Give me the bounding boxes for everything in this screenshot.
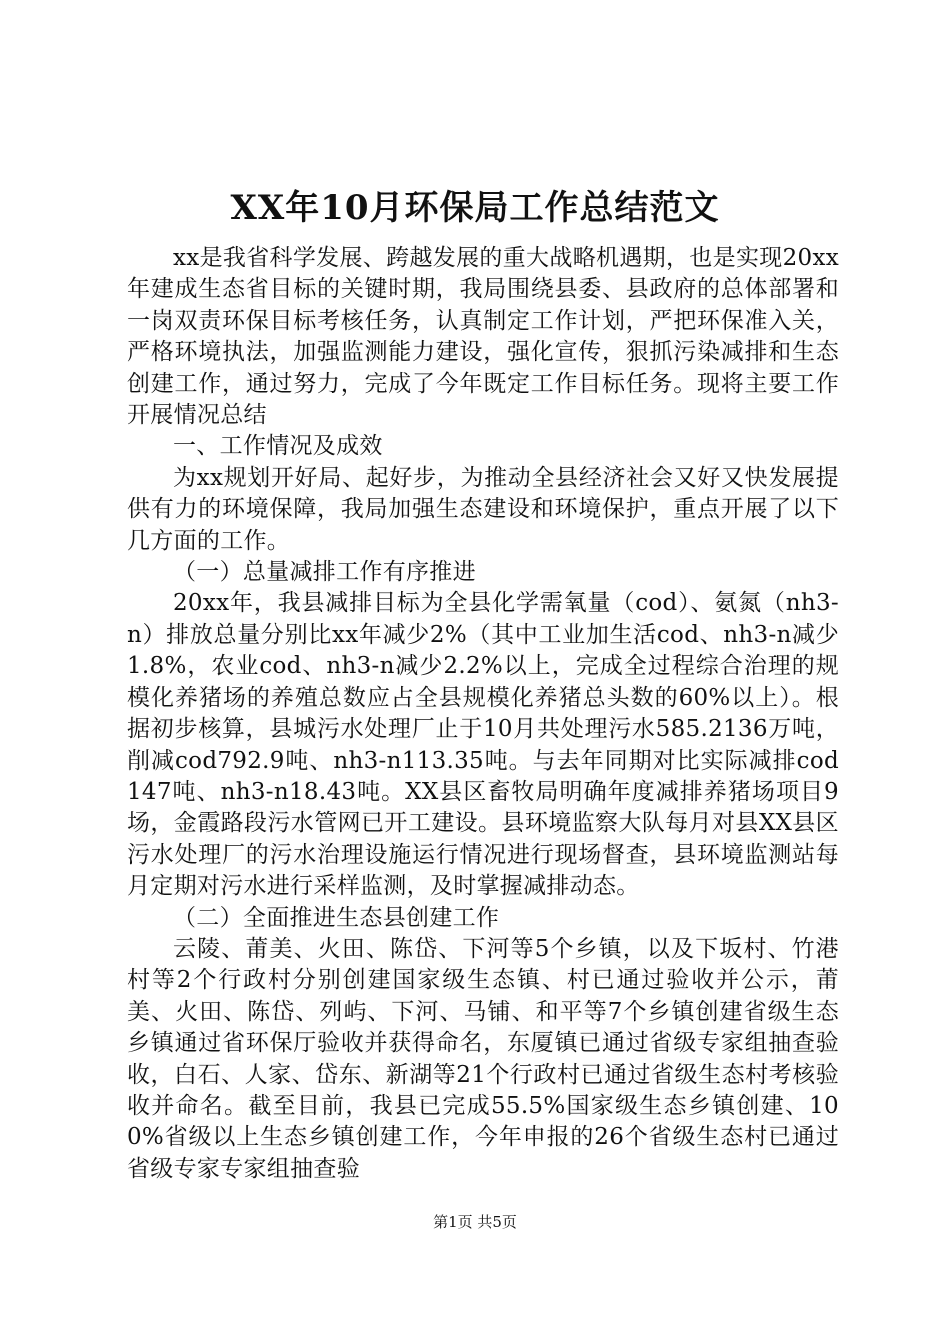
section-1-intro-paragraph: 为xx规划开好局、起好步，为推动全县经济社会又好又快发展提供有力的环境保障，我局加强生态建设和环境保护，重点开展了以下几方面的工作。 (127, 464, 839, 554)
page-number-footer: 第1页 共5页 (433, 1213, 517, 1231)
subsection-heading-1: （一）总量减排工作有序推进 (173, 559, 476, 586)
subsection-heading-2: （二）全面推进生态县创建工作 (173, 904, 500, 931)
section-heading-1: 一、工作情况及成效 (173, 433, 383, 460)
document-body (127, 243, 839, 1185)
emission-reduction-paragraph: 20xx年，我县减排目标为全县化学需氧量（cod）、氨氮（nh3-n）排放总量分别比xx年减少2%（其中工业加生活cod、nh3-n减少1.8%，农业cod、nh3-n减少2.2%以上，完成全过程综合治理的规模化养猪场的养殖总数应占全县规模化养猪总头数的60%以上）。根据初步核算，县城污水处理厂止于10月共处理污水585.2136万吨，削减cod792.9吨、nh3-n113.35吨。与去年同期对比实际减排cod147吨、nh3-n18.43吨。XX县区畜牧局明确年度减排养猪场项目9场，金霞路段污水管网已开工建设。县环境监察大队每月对县XX县区污水处理厂的污水治理设施运行情况进行现场督查，县环境监测站每月定期对污水进行采样监测，及时掌握减排动态。 (127, 590, 839, 900)
intro-paragraph: xx是我省科学发展、跨越发展的重大战略机遇期，也是实现20xx年建成生态省目标的关键时期，我局围绕县委、县政府的总体部署和一岗双责环保目标考核任务，认真制定工作计划，严把环保准入关，严格环境执法，加强监测能力建设，强化宣传，狠抓污染减排和生态创建工作，通过努力，完成了今年既定工作目标任务。现将主要工作开展情况总结 (127, 245, 839, 429)
document-title: XX年10月环保局工作总结范文 (230, 188, 720, 228)
eco-county-paragraph: 云陵、莆美、火田、陈岱、下河等5个乡镇，以及下坂村、竹港村等2个行政村分别创建国家级生态镇、村已通过验收并公示，莆美、火田、陈岱、列屿、下河、马铺、和平等7个乡镇创建省级生态乡镇通过省环保厅验收并获得命名，东厦镇已通过省级专家组抽查验收，白石、人家、岱东、新湖等21个行政村已通过省级生态村考核验收并命名。截至目前，我县已完成55.5%国家级生态乡镇创建、100%省级以上生态乡镇创建工作，今年申报的26个省级生态村已通过省级专家专家组抽查验 (127, 935, 839, 1182)
